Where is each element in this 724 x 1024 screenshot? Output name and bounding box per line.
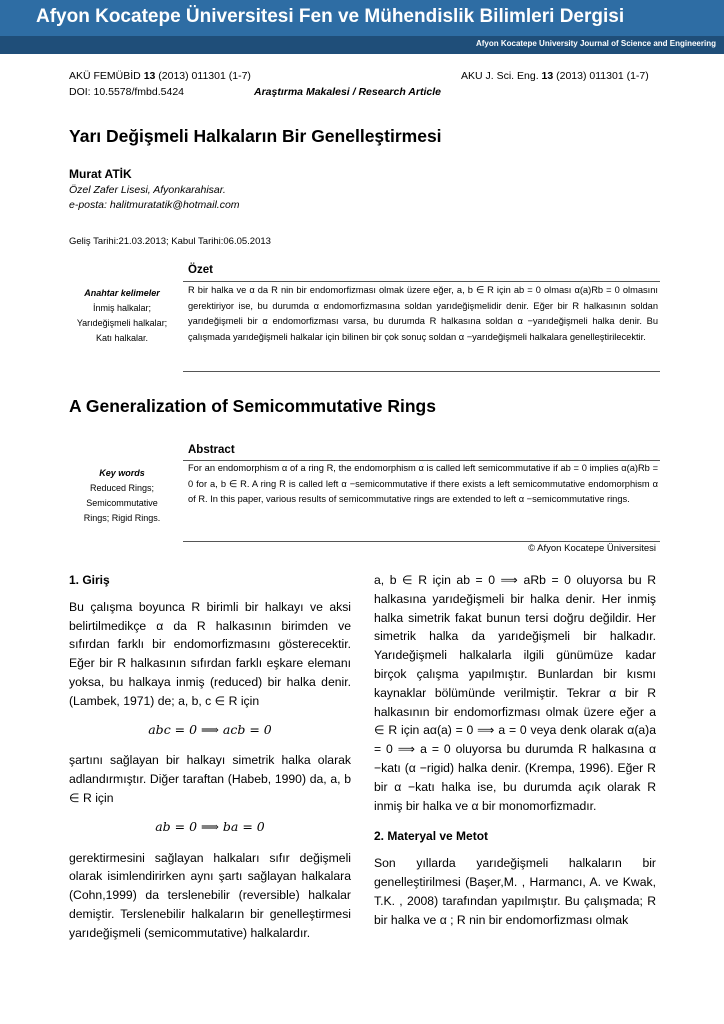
abstract-en-heading: Abstract <box>188 444 235 456</box>
title-en: A Generalization of Semicommutative Rings <box>69 396 436 416</box>
keyword-en-item: Rings; Rigid Rings. <box>83 513 161 523</box>
keyword-en-item: Reduced Rings; <box>89 483 155 493</box>
equation-symmetric: abc = 0 ⟹ acb = 0 <box>148 721 272 737</box>
left-column <box>69 571 351 943</box>
right-paragraph-1: a, b ∈ R için ab = 0 ⟹ aRb = 0 oluyorsa bu R halkasına yarıdeğişmeli bir halka denir. Her inmiş halka simetrik fakat bunun tersi doğru değildir. Her simetrik halka da yarıdeğişmeli bir halkadır. Yarıdeğişmeli halkalarla ilgili günümüze kadar birçok çalışma yapılmıştır. Bunlardan bir kısmı kaynaklar bölümünde verilmiştir. Tekrar α bir R halkasının bir endomorfizması olmak üzere eğer a ∈ R için aα(a) = 0 ⟹ a = 0 veya denk olarak α(a)a = 0 ⟹ a = 0 oluyorsa bu durumda R halkasına α −katı (α −rigid) halka denir. (Krempa, 1996). Eğer R bir α −katı halka ise, bu durumda açık olarak R inmiş bir halka ve α bir monomorfizmadır. <box>374 573 656 813</box>
citation-right <box>461 70 649 82</box>
citation-left-volume: 13 <box>143 70 156 82</box>
citation-left-prefix: AKÜ FEMÜBİD <box>69 70 144 82</box>
intro-paragraph-2: şartını sağlayan bir halkayı simetrik halka olarak adlandırmıştır. Diğer taraftan (Habeb, 1990) da, a, b ∈ R için <box>69 753 351 805</box>
journal-subtitle: Afyon Kocatepe University Journal of Science and Engineering <box>475 39 716 48</box>
intro-paragraph-3: gerektirmesini sağlayan halkaları sıfır değişmeli olarak isimlendirirken aynı şartı sağlayan halkalara (Cohn,1999) da terslenebilir (reversible) halkalar demiştir. Terslenebilir halkaların bir genelleştirmesi yarıdeğişmeli (semicommutative) halkalardır. <box>69 850 351 940</box>
copyright: © Afyon Kocatepe Üniversitesi <box>528 543 656 554</box>
right-paragraph-2: Son yıllarda yarıdeğişmeli halkaların bir genelleştirilmesi (Başer,M. , Harmancı, A. ve Kwak, T.K. , 2008) tarafından yapılmıştır. Bu çalışmada; R bir halka ve α ; R nin bir endomorfizması olmak <box>374 856 656 927</box>
citation-left <box>69 70 251 82</box>
keywords-tr-heading: Anahtar kelimeler <box>84 288 160 298</box>
received-accepted-dates: Geliş Tarihi:21.03.2013; Kabul Tarihi:06.05.2013 <box>69 236 271 247</box>
citation-right-volume: 13 <box>541 70 554 82</box>
citation-right-suffix: (2013) 011301 (1-7) <box>553 70 649 82</box>
citation-left-suffix: (2013) 011301 (1-7) <box>155 70 251 82</box>
keywords-tr <box>67 286 177 346</box>
section-heading-methods: 2. Materyal ve Metot <box>374 829 489 844</box>
intro-paragraph-1: Bu çalışma boyunca R birimli bir halkayı ve aksi belirtilmedikçe α da R halkasının birimden ve sıfırdan farklı bir endomorfizmasını gösterecektir. Eğer bir R halkasının sıfırdan farklı eşkare elemanı yoksa, bu halkaya inmiş (reduced) bir halka denir. (Lambek, 1971) de; a, b, c ∈ R için <box>69 599 351 708</box>
keywords-en-heading: Key words <box>99 468 145 478</box>
keywords-en <box>67 466 177 526</box>
journal-title: Afyon Kocatepe Üniversitesi Fen ve Mühendislik Bilimleri Dergisi <box>36 6 625 27</box>
keyword-en-item: Semicommutative <box>86 498 158 508</box>
keyword-tr-item: Katı halkalar. <box>95 333 149 343</box>
citation-right-prefix: AKU J. Sci. Eng. <box>461 70 542 82</box>
doi: DOI: 10.5578/fmbd.5424 <box>69 86 184 98</box>
article-type: Araştırma Makalesi / Research Article <box>254 86 441 98</box>
equation-reversible: ab = 0 ⟹ ba = 0 <box>155 818 265 834</box>
section-heading-intro: 1. Giriş <box>69 573 110 587</box>
abstract-tr-top-rule <box>183 281 660 282</box>
author-email: e-posta: halitmuratatik@hotmail.com <box>69 199 240 211</box>
abstract-en-bottom-rule <box>183 541 660 542</box>
title-tr: Yarı Değişmeli Halkaların Bir Genelleştirmesi <box>69 126 442 146</box>
abstract-tr-bottom-rule <box>183 371 660 372</box>
right-column <box>374 571 656 929</box>
abstract-tr-body: R bir halka ve α da R nin bir endomorfizması olmak üzere eğer, a, b ∈ R için ab = 0 olması α(a)Rb = 0 olmasını gerektiriyor ise, bu durumda α endomorfizmasına soldan yarıdeğişmelidir denir. Eğer bir R halkasının soldan yarıdeğişmeli bir α endomorfizması varsa, bu durumda R halkasına soldan α −yarıdeğişmeli halka denir. Bu çalışmada yarıdeğişmeli halkalar için bilinen bir çok sonuç soldan α −yarıdeğişmeli halkalara genelleştirilecektir. <box>188 285 658 342</box>
keyword-tr-item: Yarıdeğişmeli halkalar; <box>76 318 168 328</box>
abstract-tr-heading: Özet <box>188 264 213 276</box>
keyword-tr-item: İnmiş halkalar; <box>92 303 152 313</box>
author-affiliation: Özel Zafer Lisesi, Afyonkarahisar. <box>69 184 226 196</box>
author-name: Murat ATİK <box>69 167 132 181</box>
abstract-en-body: For an endomorphism α of a ring R, the endomorphism α is called left semicommutative if ab = 0 implies α(a)Rb = 0 for a, b ∈ R. A ring R is called left α −semicommutative if there exists a left semicommutative endomorphism α of R. In this paper, various results of semicommutative rings are extended to left α −semicommutative rings. <box>188 463 658 504</box>
